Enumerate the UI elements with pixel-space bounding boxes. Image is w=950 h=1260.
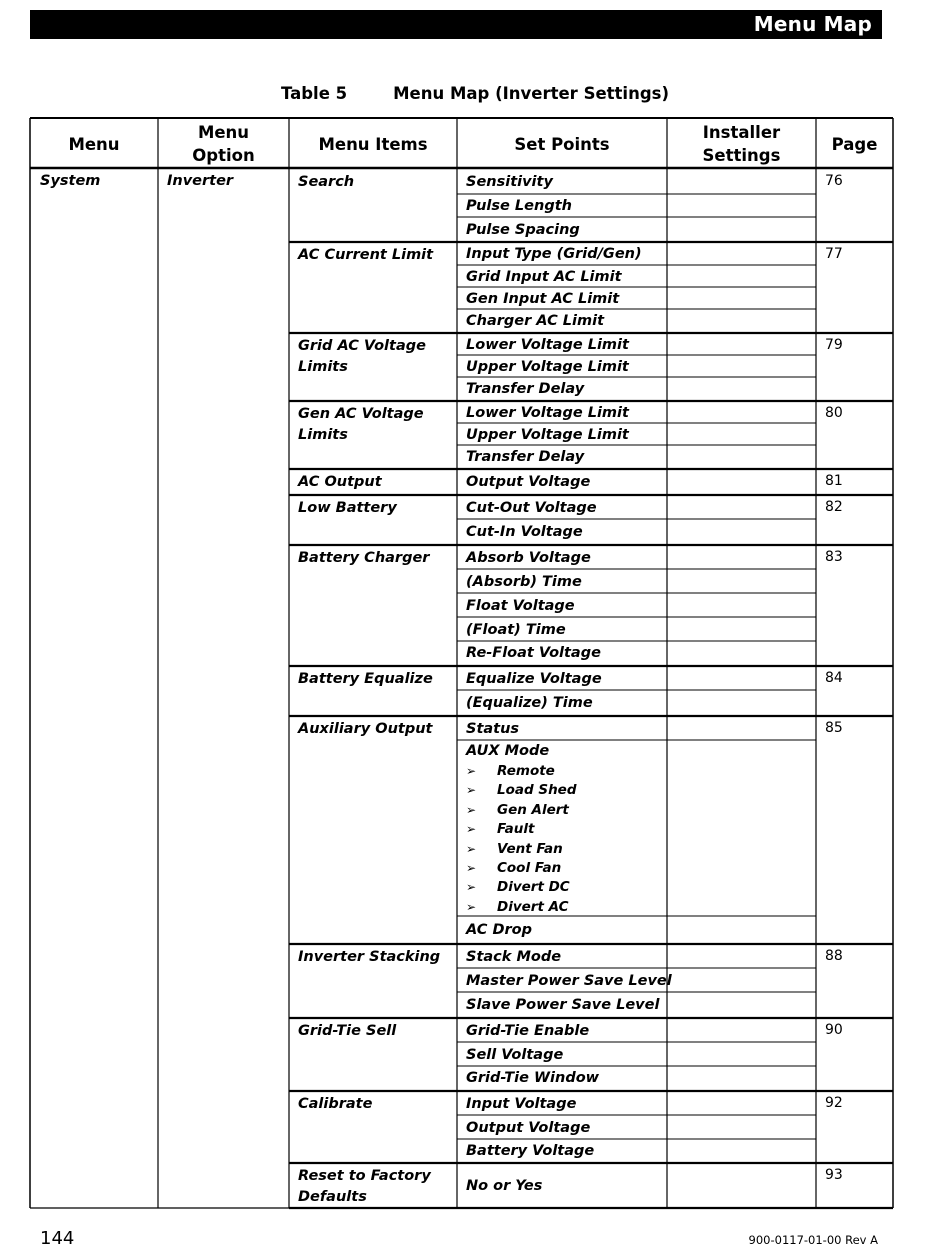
set-point-cell: Lower Voltage Limit xyxy=(466,336,629,353)
set-point-cell: Sell Voltage xyxy=(466,1046,564,1063)
menu-item-label: Limits xyxy=(298,359,348,375)
menu-item-label: Battery Charger xyxy=(298,550,430,566)
page-number-cell: 84 xyxy=(825,670,843,686)
set-point-cell: Transfer Delay xyxy=(466,380,585,397)
arrow-bullet-icon: ➢ xyxy=(466,822,477,837)
menu-item-label: AC Current Limit xyxy=(298,247,434,263)
aux-mode-option-label: Fault xyxy=(497,821,535,838)
set-point-cell: Output Voltage xyxy=(466,1119,591,1136)
set-point-cell: Cut-Out Voltage xyxy=(466,499,597,516)
menu-cell: System xyxy=(40,173,101,189)
page-number-cell: 88 xyxy=(825,948,843,964)
menu-item-label: Defaults xyxy=(298,1189,367,1205)
set-point-cell: Grid-Tie Window xyxy=(466,1070,600,1086)
menu-item-label: Battery Equalize xyxy=(298,671,433,687)
page-number-cell: 81 xyxy=(825,473,843,489)
set-point-cell: Output Voltage xyxy=(466,473,591,490)
set-point-cell: Master Power Save Level xyxy=(466,972,672,989)
set-point-cell: Equalize Voltage xyxy=(466,670,602,687)
set-point-cell: Transfer Delay xyxy=(466,448,585,465)
set-point-cell: (Absorb) Time xyxy=(466,573,582,590)
page-number-cell: 80 xyxy=(825,405,843,421)
arrow-bullet-icon: ➢ xyxy=(466,880,477,895)
column-header-menu-option-line2: Option xyxy=(192,146,255,165)
aux-mode-option xyxy=(466,878,577,897)
footer-page-number: 144 xyxy=(40,1228,75,1249)
set-point-cell: Cut-In Voltage xyxy=(466,523,583,540)
aux-mode-label: AUX Mode xyxy=(466,743,550,759)
menu-item-label: Reset to Factory xyxy=(298,1168,431,1184)
arrow-bullet-icon: ➢ xyxy=(466,899,477,914)
menu-item-label: Low Battery xyxy=(298,500,397,516)
set-point-cell: Charger AC Limit xyxy=(466,312,604,329)
aux-mode-option xyxy=(466,801,577,820)
menu-item-label: Inverter Stacking xyxy=(298,949,441,965)
set-point-cell: (Float) Time xyxy=(466,621,566,638)
aux-mode-option-label: Vent Fan xyxy=(497,840,563,857)
set-point-cell: Stack Mode xyxy=(466,948,562,965)
set-point-cell: AC Drop xyxy=(466,921,532,938)
menu-item-label: Auxiliary Output xyxy=(298,721,433,737)
column-header-page: Page xyxy=(831,134,878,154)
page-number-cell: 76 xyxy=(825,173,843,189)
page-title: Menu Map xyxy=(753,12,872,36)
column-header-menu-items: Menu Items xyxy=(318,134,428,154)
menu-item-label: Grid AC Voltage xyxy=(298,338,426,354)
page-number-cell: 93 xyxy=(825,1167,843,1183)
menu-item-label: Gen AC Voltage xyxy=(298,406,424,422)
aux-mode-options xyxy=(466,762,577,917)
aux-mode-option-label: Load Shed xyxy=(497,782,577,799)
set-point-cell: Pulse Length xyxy=(466,198,572,214)
page-number-cell: 83 xyxy=(825,549,843,565)
arrow-bullet-icon: ➢ xyxy=(466,860,477,875)
set-point-cell: Gen Input AC Limit xyxy=(466,290,620,307)
arrow-bullet-icon: ➢ xyxy=(466,802,477,817)
column-header-menu: Menu xyxy=(68,134,120,154)
page-number-cell: 79 xyxy=(825,337,843,353)
column-header-installer-line1: Installer xyxy=(702,123,781,142)
aux-mode-option-label: Cool Fan xyxy=(497,859,562,876)
set-point-cell: (Equalize) Time xyxy=(466,694,593,711)
menu-item-label: Calibrate xyxy=(298,1096,373,1112)
page-number-cell: 92 xyxy=(825,1095,843,1111)
set-point-cell: Float Voltage xyxy=(466,597,575,614)
set-point-cell: No or Yes xyxy=(466,1178,543,1194)
arrow-bullet-icon: ➢ xyxy=(466,841,477,856)
set-point-cell: Input Type (Grid/Gen) xyxy=(466,246,642,262)
set-point-cell: Lower Voltage Limit xyxy=(466,404,629,421)
set-point-cell: Pulse Spacing xyxy=(466,221,580,238)
page-number-cell: 85 xyxy=(825,720,843,736)
set-point-cell: Slave Power Save Level xyxy=(466,996,660,1013)
set-point-cell: Absorb Voltage xyxy=(466,549,591,566)
set-point-cell: Status xyxy=(466,720,520,737)
footer-document-id: 900-0117-01-00 Rev A xyxy=(748,1233,878,1247)
aux-mode-option xyxy=(466,859,577,878)
aux-mode-option xyxy=(466,898,577,917)
set-point-cell: Input Voltage xyxy=(466,1095,577,1112)
arrow-bullet-icon: ➢ xyxy=(466,764,477,778)
menu-item-label: AC Output xyxy=(298,474,382,490)
page-number-cell: 77 xyxy=(825,246,843,262)
page-number-cell: 82 xyxy=(825,499,843,515)
aux-mode-option xyxy=(466,840,577,859)
set-point-cell: Battery Voltage xyxy=(466,1143,595,1159)
set-point-cell: Grid Input AC Limit xyxy=(466,268,622,285)
aux-mode-option-label: Divert DC xyxy=(497,879,570,896)
column-header-installer-line2: Settings xyxy=(702,146,781,165)
column-header-menu-option xyxy=(158,118,289,170)
arrow-bullet-icon: ➢ xyxy=(466,783,477,798)
set-point-cell: Re-Float Voltage xyxy=(466,645,601,661)
column-header-set-points: Set Points xyxy=(514,134,610,154)
set-point-cell: Sensitivity xyxy=(466,174,553,190)
aux-mode-option-label: Gen Alert xyxy=(497,801,569,818)
aux-mode-option-label: Remote xyxy=(497,763,555,779)
aux-mode-option-label: Divert AC xyxy=(497,898,569,915)
page-number-cell: 90 xyxy=(825,1022,843,1038)
menu-item-label: Grid-Tie Sell xyxy=(298,1023,397,1039)
set-point-cell: Upper Voltage Limit xyxy=(466,358,629,375)
set-point-cell: Upper Voltage Limit xyxy=(466,426,629,443)
table-number: Table 5 xyxy=(280,84,348,103)
menu-option-cell: Inverter xyxy=(167,173,234,189)
column-header-menu-option-line1: Menu xyxy=(197,123,250,142)
aux-mode-option xyxy=(466,820,577,839)
aux-mode-option xyxy=(466,762,577,781)
column-header-installer-settings xyxy=(667,118,816,170)
menu-item-label: Limits xyxy=(298,427,348,443)
aux-mode-option xyxy=(466,781,577,800)
menu-item-label: Search xyxy=(298,174,355,190)
table-title: Menu Map (Inverter Settings) xyxy=(393,84,669,103)
set-point-cell: Grid-Tie Enable xyxy=(466,1022,590,1039)
